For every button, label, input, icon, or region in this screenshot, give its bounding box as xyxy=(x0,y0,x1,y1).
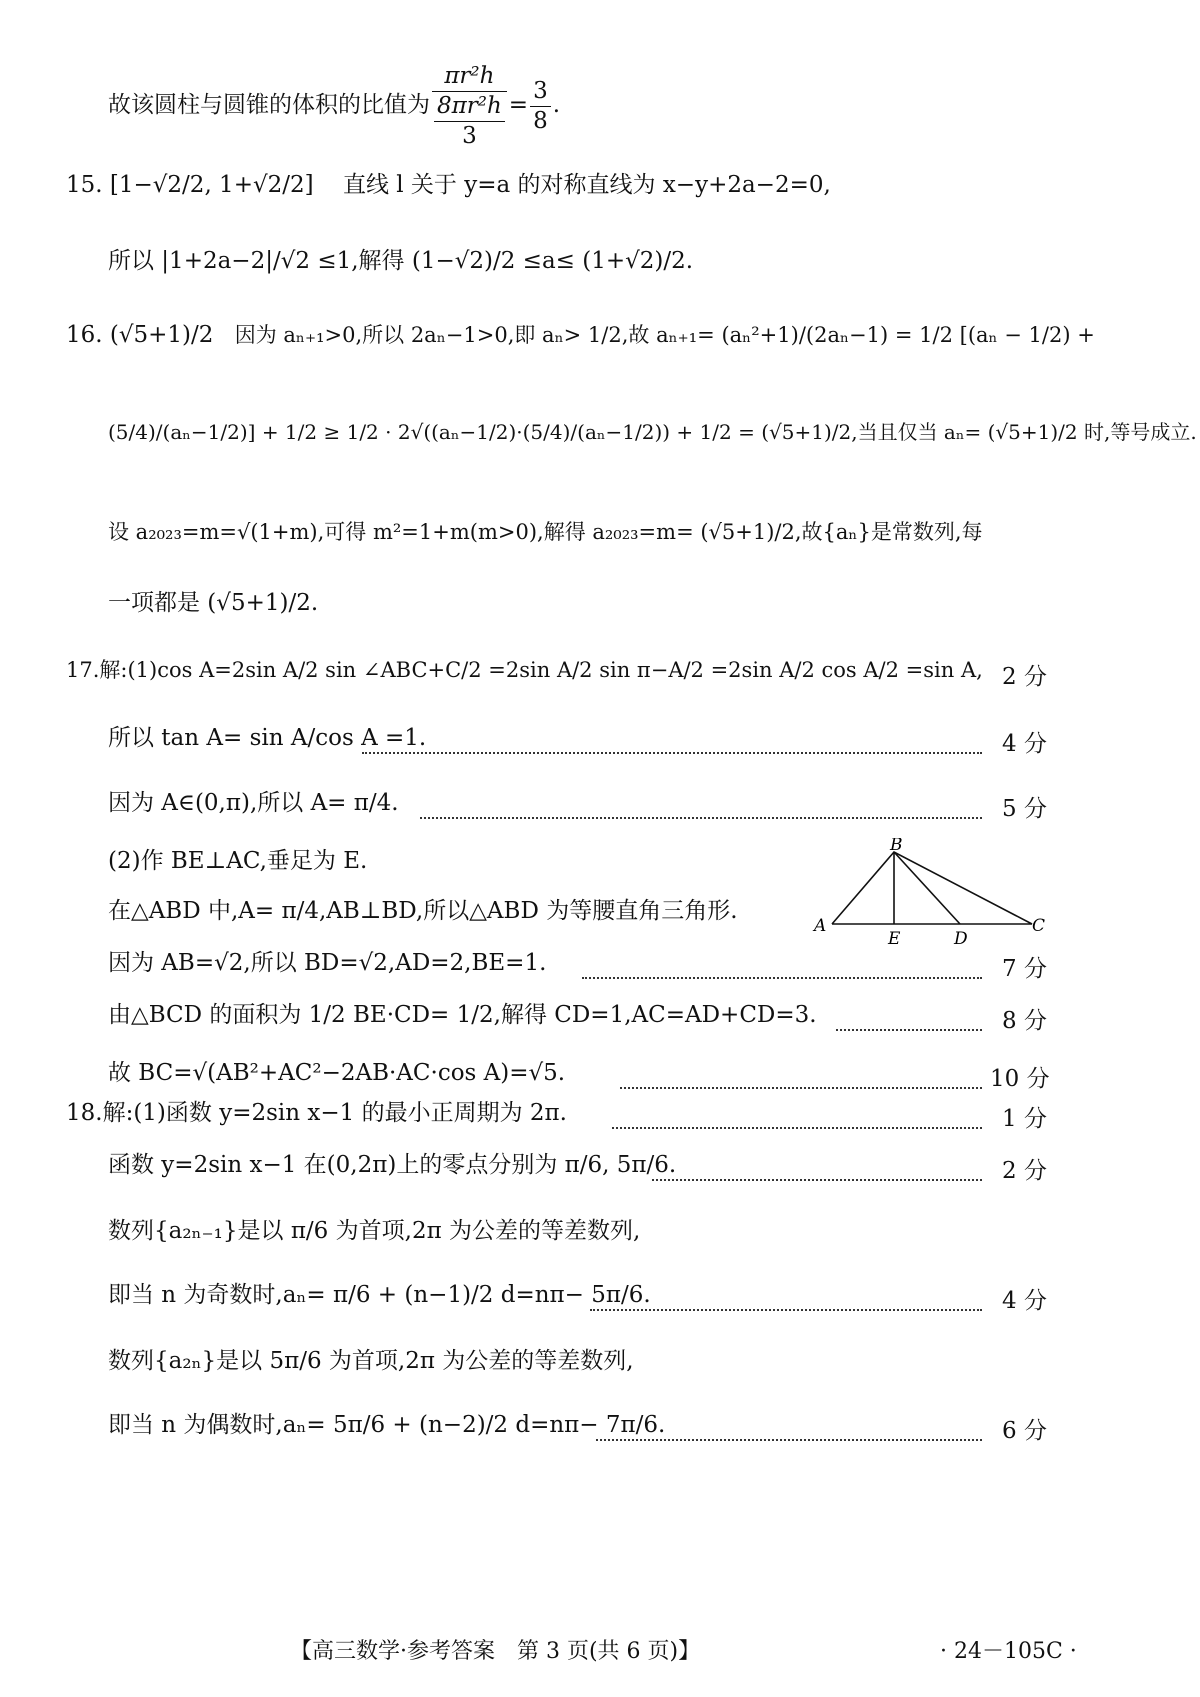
q17-text1: 解:(1)cos A=2sin A/2 sin ∠ABC+C/2 =2sin A/2 sin π−A/2 =2sin A/2 cos A/2 =sin A, xyxy=(99,658,983,682)
q18-label: 18. xyxy=(66,1100,103,1126)
q17-line7: 由△BCD 的面积为 1/2 BE·CD= 1/2,解得 CD=1,AC=AD+CD=3. xyxy=(108,1002,817,1028)
q15-label: 15. xyxy=(66,172,103,198)
q18-line1 xyxy=(66,1100,567,1128)
dot-leader xyxy=(596,1439,982,1441)
q17-line8: 故 BC=√(AB²+AC²−2AB·AC·cos A)=√5. xyxy=(108,1060,566,1086)
dot-leader xyxy=(652,1179,982,1181)
score-8: 8 分 xyxy=(1002,1008,1047,1034)
q18-line6: 即当 n 为偶数时,aₙ= 5π/6 + (n−2)/2 d=nπ− 7π/6. xyxy=(108,1412,666,1438)
q15-answer: [1−√2/2, 1+√2/2] xyxy=(109,172,314,198)
label-c: C xyxy=(1032,916,1046,936)
score-4b: 4 分 xyxy=(1002,1288,1047,1314)
q18-text1: 解:(1)函数 y=2sin x−1 的最小正周期为 2π. xyxy=(102,1100,567,1126)
dot-leader xyxy=(612,1127,982,1129)
dot-leader xyxy=(420,817,982,819)
score-1: 1 分 xyxy=(1002,1106,1047,1132)
score-5: 5 分 xyxy=(1002,796,1047,822)
q16-text1: 因为 aₙ₊₁>0,所以 2aₙ−1>0,即 aₙ> 1/2,故 aₙ₊₁= (aₙ²+1)/(2aₙ−1) = 1/2 [(aₙ − 1/2) + xyxy=(234,323,1095,347)
q17-line5: 在△ABD 中,A= π/4,AB⊥BD,所以△ABD 为等腰直角三角形. xyxy=(108,898,738,924)
q16-line3: 设 a₂₀₂₃=m=√(1+m),可得 m²=1+m(m>0),解得 a₂₀₂₃=m= (√5+1)/2,故{aₙ}是常数列,每 xyxy=(108,520,983,544)
score-2: 2 分 xyxy=(1002,664,1047,690)
label-e: E xyxy=(888,929,901,949)
score-7: 7 分 xyxy=(1002,956,1047,982)
label-a: A xyxy=(814,916,827,936)
q16-answer: (√5+1)/2 xyxy=(109,322,214,348)
dot-leader xyxy=(582,977,982,979)
q17-line2: 所以 tan A= sin A/cos A =1. xyxy=(108,725,427,751)
q17-line6: 因为 AB=√2,所以 BD=√2,AD=2,BE=1. xyxy=(108,950,547,976)
q17-line1 xyxy=(66,658,983,683)
dot-leader xyxy=(836,1029,982,1031)
q17-line3: 因为 A∈(0,π),所以 A= π/4. xyxy=(108,790,399,816)
dot-leader xyxy=(620,1087,982,1089)
q16-line1 xyxy=(66,322,1095,350)
volume-ratio-text: 故该圆柱与圆锥的体积的比值为 xyxy=(108,92,430,119)
dot-leader xyxy=(590,1309,982,1311)
q18-line3: 数列{a₂ₙ₋₁}是以 π/6 为首项,2π 为公差的等差数列, xyxy=(108,1218,641,1244)
q16-line4: 一项都是 (√5+1)/2. xyxy=(108,590,319,616)
score-4: 4 分 xyxy=(1002,731,1047,757)
q17-line4: (2)作 BE⊥AC,垂足为 E. xyxy=(108,848,368,874)
q18-line5: 数列{a₂ₙ}是以 5π/6 为首项,2π 为公差的等差数列, xyxy=(108,1348,634,1374)
dot-leader xyxy=(362,752,982,754)
ratio-result: $\frac{3}{8}$ xyxy=(530,77,551,136)
label-d: D xyxy=(954,929,968,949)
triangle-figure xyxy=(808,838,1048,950)
score-2b: 2 分 xyxy=(1002,1158,1047,1184)
q16-line2: (5/4)/(aₙ−1/2)] + 1/2 ≥ 1/2 · 2√((aₙ−1/2)·(5/4)/(aₙ−1/2)) + 1/2 = (√5+1)/2,当且仅当 aₙ= (√5+1)/2 时,等号成立. xyxy=(108,420,1197,444)
q15-line1 xyxy=(66,172,831,200)
q18-line4: 即当 n 为奇数时,aₙ= π/6 + (n−1)/2 d=nπ− 5π/6. xyxy=(108,1282,651,1308)
segment-bd xyxy=(894,852,960,924)
footer-code: · 24－105C · xyxy=(940,1639,1077,1664)
label-b: B xyxy=(890,838,903,855)
triangle-abc xyxy=(832,852,1032,924)
volume-fraction: $\frac{\text{πr²h}}{\frac{\text{8πr²h}}{3}}$ xyxy=(432,62,507,150)
q16-label: 16. xyxy=(66,322,103,348)
score-6: 6 分 xyxy=(1002,1418,1047,1444)
q17-label: 17. xyxy=(66,658,100,682)
score-10: 10 分 xyxy=(990,1066,1050,1092)
q15-line2: 所以 |1+2a−2|/√2 ≤1,解得 (1−√2)/2 ≤a≤ (1+√2)/2. xyxy=(108,248,694,274)
q18-line2: 函数 y=2sin x−1 在(0,2π)上的零点分别为 π/6, 5π/6. xyxy=(108,1152,677,1178)
q15-text: 直线 l 关于 y=a 的对称直线为 x−y+2a−2=0, xyxy=(342,172,831,198)
footer-page-info: 【高三数学·参考答案 第 3 页(共 6 页)】 xyxy=(290,1639,701,1664)
line-volume-ratio: 故该圆柱与圆锥的体积的比值为 $\frac{\text{πr²h}}{\frac{\text{8πr²h}}{3}}$ = $\frac{3}{8}$ . xyxy=(108,63,561,149)
